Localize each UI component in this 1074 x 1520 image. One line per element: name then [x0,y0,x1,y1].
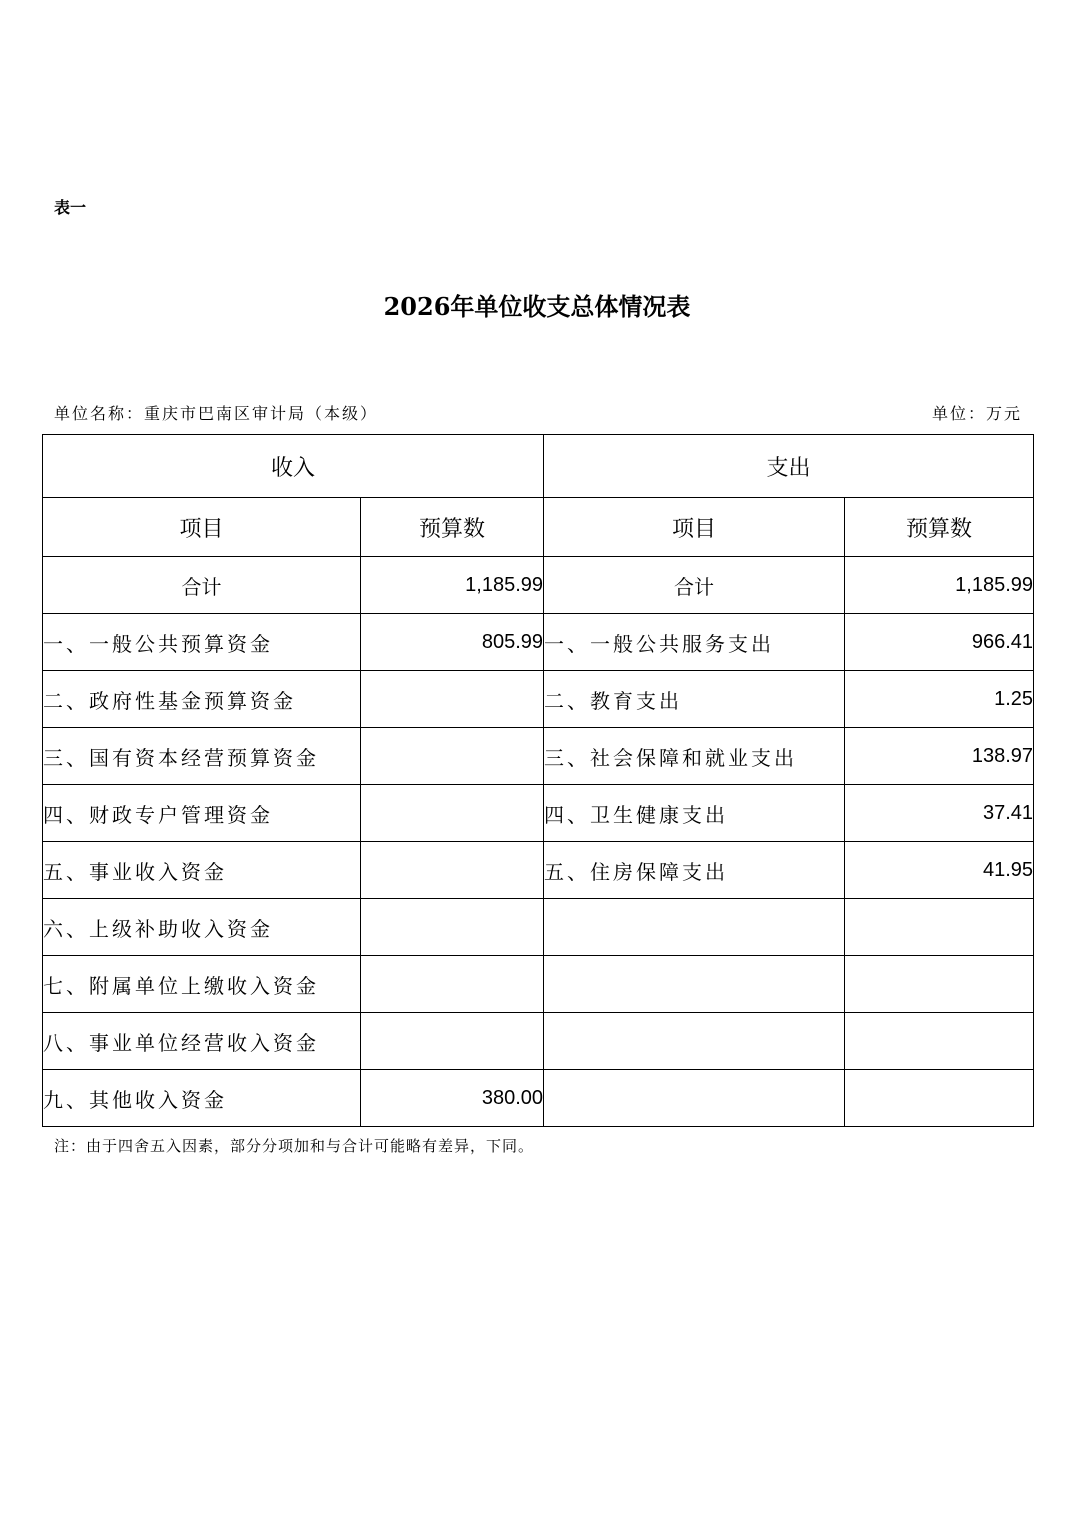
table-row [43,614,1034,671]
expense-header: 支出 [544,435,1034,498]
income-value: 805.99 [361,614,544,671]
expense-item: 五、住房保障支出 [544,842,845,899]
table-row [43,956,1034,1013]
income-item: 九、其他收入资金 [43,1070,361,1127]
income-item: 五、事业收入资金 [43,842,361,899]
unit-name: 单位名称：重庆市巴南区审计局（本级） [54,404,379,423]
income-value [361,956,544,1013]
table-row [43,671,1034,728]
expense-value [845,1013,1034,1070]
total-row [43,557,1034,614]
page-title: 2026年单位收支总体情况表 [383,292,691,321]
income-value: 380.00 [361,1070,544,1127]
table-row [43,1070,1034,1127]
expense-item [544,1070,845,1127]
expense-item: 三、社会保障和就业支出 [544,728,845,785]
expense-item: 二、教育支出 [544,671,845,728]
expense-value: 1.25 [845,671,1034,728]
table-row [43,1013,1034,1070]
expense-value [845,956,1034,1013]
unit-measure: 单位：万元 [931,404,1022,423]
income-item: 八、事业单位经营收入资金 [43,1013,361,1070]
expense-value: 966.41 [845,614,1034,671]
income-item-header: 项目 [43,498,361,557]
table-row [43,728,1034,785]
expense-value: 138.97 [845,728,1034,785]
expense-value [845,1070,1034,1127]
income-value [361,785,544,842]
income-item: 六、上级补助收入资金 [43,899,361,956]
income-item: 三、国有资本经营预算资金 [43,728,361,785]
income-item: 一、一般公共预算资金 [43,614,361,671]
table-row [43,899,1034,956]
group-header-row [43,435,1034,498]
column-header-row [43,498,1034,557]
expense-total-value: 1,185.99 [845,557,1034,614]
income-item: 七、附属单位上缴收入资金 [43,956,361,1013]
table-row [43,842,1034,899]
expense-value: 41.95 [845,842,1034,899]
table-label: 表一 [54,198,87,217]
expense-total-label: 合计 [544,557,845,614]
expense-budget-header: 预算数 [845,498,1034,557]
expense-item [544,899,845,956]
income-value [361,671,544,728]
income-value [361,842,544,899]
expense-value [845,899,1034,956]
expense-item-header: 项目 [544,498,845,557]
budget-table [42,434,1034,1127]
income-total-value: 1,185.99 [361,557,544,614]
expense-item: 四、卫生健康支出 [544,785,845,842]
expense-value: 37.41 [845,785,1034,842]
income-header: 收入 [43,435,544,498]
income-value [361,899,544,956]
expense-item: 一、一般公共服务支出 [544,614,845,671]
income-value [361,1013,544,1070]
expense-item [544,1013,845,1070]
income-item: 四、财政专户管理资金 [43,785,361,842]
income-item: 二、政府性基金预算资金 [43,671,361,728]
table-row [43,785,1034,842]
expense-item [544,956,845,1013]
income-total-label: 合计 [43,557,361,614]
income-budget-header: 预算数 [361,498,544,557]
income-value [361,728,544,785]
footnote: 注：由于四舍五入因素，部分分项加和与合计可能略有差异，下同。 [54,1137,535,1155]
